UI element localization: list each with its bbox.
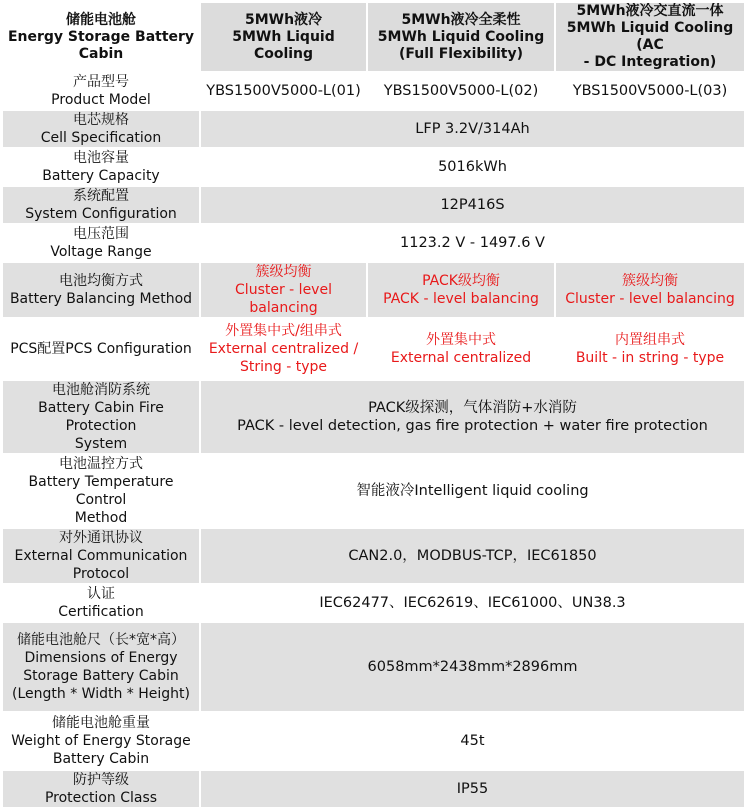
certification-value: IEC62477、IEC62619、IEC61000、UN38.3 [200,584,745,622]
voltage-range-value: 1123.2 V - 1497.6 V [200,224,745,262]
column-header-liquid-cooling: 5MWh液冷 5MWh Liquid Cooling [200,2,367,72]
table-row [2,186,745,224]
table-row [2,224,745,262]
external-communication-value: CAN2.0，MODBUS-TCP，IEC61850 [200,528,745,584]
table-row [2,622,745,712]
table-row [2,148,745,186]
product-model-03: YBS1500V5000-L(03) [555,72,745,110]
row-label-fire-protection: 电池舱消防系统 Battery Cabin Fire Protection System [2,380,200,454]
battery-capacity-value: 5016kWh [200,148,745,186]
row-label-protection-class: 防护等级 Protection Class [2,770,200,808]
product-model-01: YBS1500V5000-L(01) [200,72,367,110]
weight-value: 45t [200,712,745,770]
table-row [2,262,745,318]
temperature-control-value: 智能液冷Intelligent liquid cooling [200,454,745,528]
cell-specification-value: LFP 3.2V/314Ah [200,110,745,148]
pcs-configuration-value-02: 外置集中式 External centralized [367,318,555,380]
row-label-battery-capacity: 电池容量 Battery Capacity [2,148,200,186]
fire-protection-value: PACK级探测，气体消防+水消防 PACK - level detection, gas fire protection + water fire protection [200,380,745,454]
table-row [2,770,745,808]
specification-table [1,1,745,809]
row-label-certification: 认证 Certification [2,584,200,622]
table-row [2,72,745,110]
table-row [2,584,745,622]
row-label-external-communication: 对外通讯协议 External Communication Protocol [2,528,200,584]
table-row [2,528,745,584]
row-label-temperature-control: 电池温控方式 Battery Temperature Control Method [2,454,200,528]
row-label-system-configuration: 系统配置 System Configuration [2,186,200,224]
table-row [2,110,745,148]
pcs-configuration-value-01: 外置集中式/组串式 External centralized / String - type [200,318,367,380]
table-row [2,454,745,528]
system-configuration-value: 12P416S [200,186,745,224]
pcs-configuration-value-03: 内置组串式 Built - in string - type [555,318,745,380]
table-row [2,318,745,380]
product-model-02: YBS1500V5000-L(02) [367,72,555,110]
balancing-value-01: 簇级均衡 Cluster - level balancing [200,262,367,318]
row-label-product-model: 产品型号 Product Model [2,72,200,110]
row-label-weight: 储能电池舱重量 Weight of Energy Storage Battery Cabin [2,712,200,770]
balancing-value-02: PACK级均衡 PACK - level balancing [367,262,555,318]
table-row [2,712,745,770]
protection-class-value: IP55 [200,770,745,808]
dimensions-value: 6058mm*2438mm*2896mm [200,622,745,712]
balancing-value-03: 簇级均衡 Cluster - level balancing [555,262,745,318]
row-label-battery-balancing: 电池均衡方式 Battery Balancing Method [2,262,200,318]
row-label-pcs-configuration: PCS配置PCS Configuration [2,318,200,380]
column-header-full-flexibility: 5MWh液冷全柔性 5MWh Liquid Cooling (Full Flexibility) [367,2,555,72]
row-label-cell-specification: 电芯规格 Cell Specification [2,110,200,148]
row-label-dimensions: 储能电池舱尺（长*宽*高） Dimensions of Energy Storage Battery Cabin (Length * Width * Height) [2,622,200,712]
table-row [2,380,745,454]
row-label-voltage-range: 电压范围 Voltage Range [2,224,200,262]
corner-header: 储能电池舱 Energy Storage Battery Cabin [2,2,200,72]
header-row [2,2,745,72]
column-header-ac-dc-integration: 5MWh液冷交直流一体 5MWh Liquid Cooling (AC - DC Integration) [555,2,745,72]
